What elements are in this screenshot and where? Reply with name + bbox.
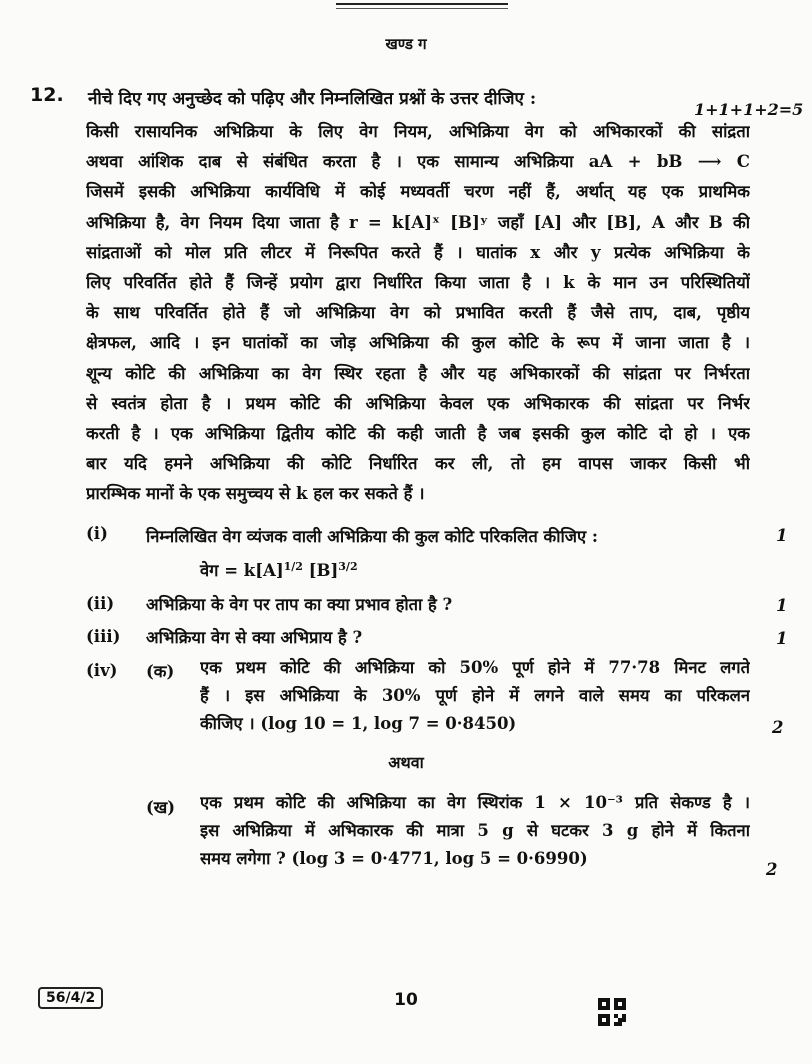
part-iv-b-line: इस अभिक्रिया में अभिकारक की मात्रा 5 g से घटकर 3 g होने में कितना (200, 821, 750, 840)
part-iv-a-label: (क) (146, 662, 175, 681)
question-marks: 1+1+1+2=5 (694, 100, 804, 119)
part-iii-text: अभिक्रिया वेग से क्या अभिप्राय है ? (146, 628, 363, 647)
passage-line: प्रारम्भिक मानों के एक समुच्चय से k हल कर सकते हैं । (86, 483, 425, 504)
formula-prefix: वेग = k[A] (200, 561, 284, 580)
passage-line: बार यदि हमने अभिक्रिया की कोटि निर्धारित कर ली, तो हम वापस जाकर किसी भी (86, 453, 750, 474)
top-rule (336, 3, 508, 5)
page-number: 10 (394, 990, 418, 1010)
passage-line: के साथ परिवर्तित होते हैं जो अभिक्रिया वेग को प्रभावित करती हैं जैसे ताप, दाब, पृष्ठीय (86, 302, 750, 323)
question-number: 12. (30, 84, 64, 106)
part-i-text: निम्नलिखित वेग व्यंजक वाली अभिक्रिया की कुल कोटि परिकलित कीजिए : (146, 527, 598, 546)
part-iv-b-line: समय लगेगा ? (log 3 = 0·4771, log 5 = 0·6990) (200, 849, 588, 868)
passage-line: अभिक्रिया है, वेग नियम दिया जाता है r = k[A]ˣ [B]ʸ जहाँ [A] और [B], A और B की (86, 211, 750, 232)
section-title: खण्ड ग (385, 35, 427, 53)
qr-code-icon (598, 998, 626, 1026)
passage (86, 116, 750, 508)
passage-line: से स्वतंत्र होता है । प्रथम कोटि की अभिक्रिया केवल एक अभिकारक की सांद्रता पर निर्भर (86, 392, 750, 413)
exponent-a: 1/2 (283, 560, 303, 573)
part-ii-marks: 1 (776, 596, 788, 615)
part-iii-marks: 1 (776, 629, 788, 648)
passage-line: सांद्रताओं को मोल प्रति लीटर में निरूपित करते हैं । घातांक x और y प्रत्येक अभिक्रिया के (86, 241, 750, 262)
part-iv-a-line: एक प्रथम कोटि की अभिक्रिया को 50% पूर्ण होने में 77·78 मिनट लगते (200, 658, 750, 677)
part-iv-b-text (200, 789, 750, 873)
passage-line: लिए परिवर्तित होते हैं जिन्हें प्रयोग द्वारा निर्धारित किया जाता है । k के मान उन परिस्थितियों (86, 271, 750, 292)
passage-line: करती है । एक अभिक्रिया द्वितीय कोटि की कही जाती है जब इसकी कुल कोटि दो हो । एक (86, 422, 750, 443)
part-i-label: (i) (86, 524, 108, 543)
passage-line: अथवा आंशिक दाब से संबंधित करता है । एक सामान्य अभिक्रिया aA + bB ⟶ C (86, 151, 750, 172)
top-rule-thin (336, 8, 508, 9)
question-instruction: नीचे दिए गए अनुच्छेद को पढ़िए और निम्नलिखित प्रश्नों के उत्तर दीजिए : (88, 89, 537, 109)
part-iv-a-marks: 2 (772, 718, 784, 737)
part-iv-b-marks: 2 (766, 860, 778, 879)
passage-line: शून्य कोटि की अभिक्रिया का वेग स्थिर रहता है और यह अभिकारकों की सांद्रता पर निर्भरता (86, 362, 750, 383)
part-iv-a-line: हैं । इस अभिक्रिया के 30% पूर्ण होने में लगने वाले समय का परिकलन (200, 686, 750, 705)
paper-code: 56/4/2 (38, 987, 103, 1009)
passage-line: क्षेत्रफल, आदि । इन घातांकों का जोड़ अभिक्रिया की कुल कोटि के रूप में जाना जाता है । (86, 332, 750, 353)
or-separator: अथवा (388, 753, 424, 772)
part-i-marks: 1 (776, 526, 788, 545)
passage-line: जिसमें इसकी अभिक्रिया कार्यविधि में कोई मध्यवर्ती चरण नहीं हैं, अर्थात् यह एक प्राथमिक (86, 181, 750, 202)
part-ii-text: अभिक्रिया के वेग पर ताप का क्या प्रभाव होता है ? (146, 595, 453, 614)
part-ii-label: (ii) (86, 594, 115, 613)
part-iv-a-text (200, 654, 750, 738)
part-iii-label: (iii) (86, 627, 121, 646)
part-iv-a-line: कीजिए । (log 10 = 1, log 7 = 0·8450) (200, 714, 517, 733)
exponent-b: 3/2 (338, 560, 358, 573)
formula-mid: [B] (302, 561, 339, 580)
part-iv-b-line: एक प्रथम कोटि की अभिक्रिया का वेग स्थिरांक 1 × 10⁻³ प्रति सेकण्ड है । (200, 793, 750, 812)
part-iv-b-label: (ख) (146, 798, 176, 817)
rate-expression (200, 558, 358, 581)
part-iv-label: (iv) (86, 661, 118, 680)
passage-line: किसी रासायनिक अभिक्रिया के लिए वेग नियम, अभिक्रिया वेग को अभिकारकों की सांद्रता (86, 121, 750, 141)
